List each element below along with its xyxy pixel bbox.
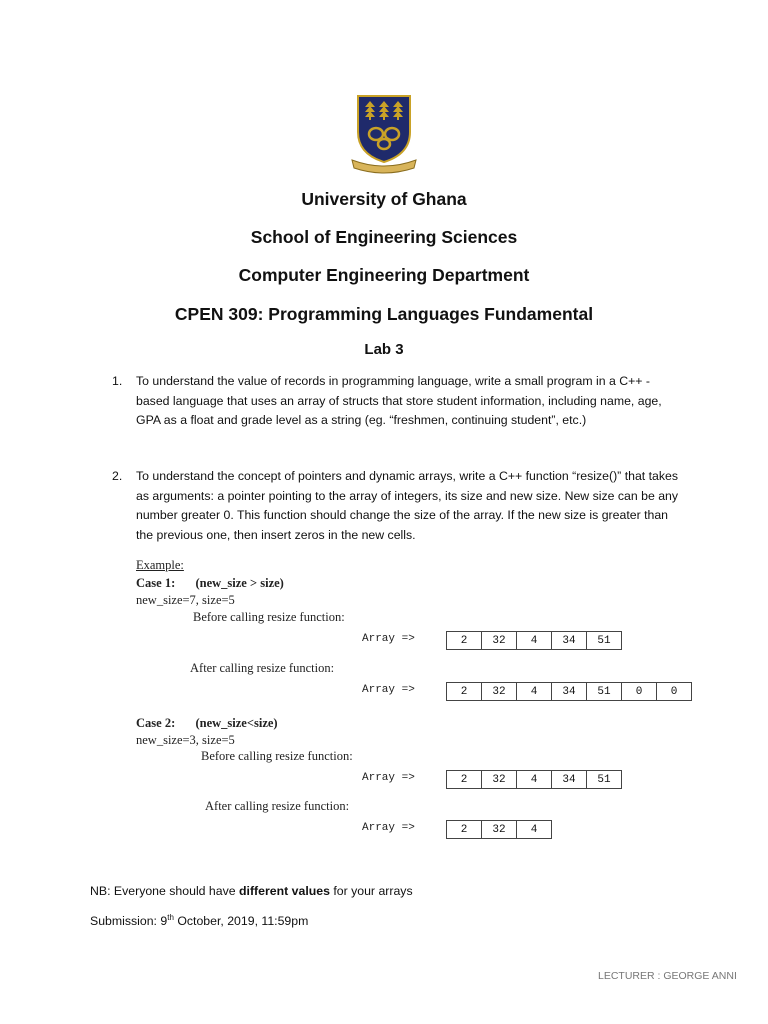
case2-heading	[136, 716, 278, 731]
case1-after-array-label: Array =>	[362, 684, 415, 696]
course-title: CPEN 309: Programming Languages Fundamental	[174, 304, 594, 324]
case2-after-array	[446, 820, 552, 839]
case1-after-label: After calling resize function:	[190, 661, 335, 675]
case1-before-array-label: Array =>	[362, 633, 415, 645]
case2-after-label: After calling resize function:	[205, 799, 350, 813]
university-title: University of Ghana	[301, 189, 467, 209]
department-title: Computer Engineering Department	[238, 265, 530, 285]
array-cell: 4	[516, 631, 552, 650]
array-cell: 34	[551, 631, 587, 650]
case2-before-array-label: Array =>	[362, 772, 415, 784]
array-cell: 32	[481, 682, 517, 701]
array-cell: 51	[586, 770, 622, 789]
array-cell: 4	[516, 770, 552, 789]
array-cell: 2	[446, 770, 482, 789]
array-cell: 51	[586, 631, 622, 650]
nb-prefix: NB: Everyone should have	[90, 884, 240, 898]
question-number: 1.	[112, 374, 123, 388]
case2-label: Case 2:	[136, 716, 176, 730]
submission-suffix: October, 2019, 11:59pm	[173, 914, 309, 929]
question-text: To understand the concept of pointers and dynamic arrays, write a C++ function “resize()” that takes as arguments: a pointer pointing to the array of integers, its size and new size. New size can be any number greater 0. This function should change the size of the array. If the new size is greater than the previous one, then insert zeros in the new cells.	[136, 469, 679, 542]
case2-condition: (new_size<size)	[195, 716, 278, 730]
case1-label: Case 1:	[136, 576, 176, 590]
case1-before-label: Before calling resize function:	[193, 610, 345, 624]
question-text: To understand the value of records in programming language, write a small program in a C++ - based language that uses an array of structs that store student information, including name, age, GPA as a float and grade level as a string (eg. “freshmen, continuing student”, etc.)	[136, 374, 662, 427]
question-item	[112, 372, 682, 432]
array-cell: 32	[481, 631, 517, 650]
array-cell: 2	[446, 631, 482, 650]
array-cell: 0	[621, 682, 657, 701]
case2-after-array-label: Array =>	[362, 822, 415, 834]
question-item	[112, 467, 682, 547]
case2-before-array	[446, 770, 622, 789]
school-title: School of Engineering Sciences	[250, 227, 518, 247]
university-crest-logo	[348, 92, 420, 174]
array-cell: 34	[551, 682, 587, 701]
array-cell: 32	[481, 770, 517, 789]
array-cell: 32	[481, 820, 517, 839]
case1-before-array	[446, 631, 622, 650]
question-number: 2.	[112, 469, 123, 483]
submission-sup: th	[167, 913, 174, 922]
nb-emphasis: different values	[239, 884, 330, 898]
submission-prefix: Submission: 9	[90, 914, 168, 929]
case1-condition: (new_size > size)	[195, 576, 284, 590]
array-cell: 2	[446, 820, 482, 839]
nb-note	[90, 884, 413, 898]
example-title: Example:	[136, 558, 184, 572]
lab-title: Lab 3	[364, 341, 404, 358]
array-cell: 34	[551, 770, 587, 789]
case1-params: new_size=7, size=5	[136, 593, 235, 607]
array-cell: 4	[516, 682, 552, 701]
case2-params: new_size=3, size=5	[136, 733, 235, 747]
array-cell: 51	[586, 682, 622, 701]
lecturer-footer: LECTURER : GEORGE ANNI	[598, 970, 737, 982]
array-cell: 2	[446, 682, 482, 701]
case1-heading	[136, 576, 284, 591]
nb-suffix: for your arrays	[329, 884, 413, 898]
case1-after-array	[446, 682, 692, 701]
array-cell: 4	[516, 820, 552, 839]
array-cell: 0	[656, 682, 692, 701]
submission-note	[90, 913, 308, 928]
case2-before-label: Before calling resize function:	[201, 749, 353, 763]
